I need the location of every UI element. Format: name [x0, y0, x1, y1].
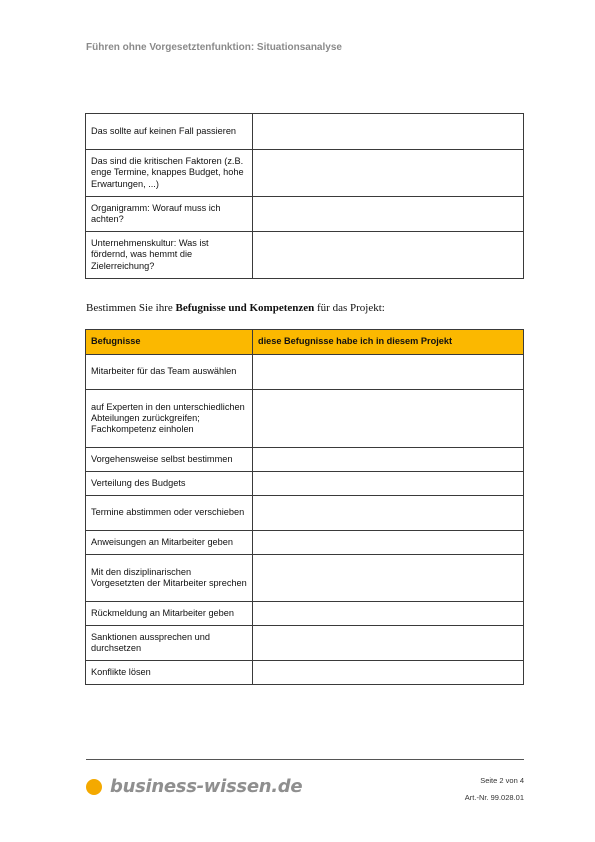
row-value-cell[interactable]: [253, 114, 524, 150]
row-label: Das sollte auf keinen Fall passieren: [86, 114, 253, 150]
row-value-cell[interactable]: [253, 355, 524, 390]
situation-table: [85, 113, 524, 279]
row-label: Termine abstimmen oder verschieben: [86, 496, 253, 531]
intro-bold: Befugnisse und Kompetenzen: [175, 302, 315, 314]
table-header-row: [86, 330, 524, 355]
row-label: Verteilung des Budgets: [86, 472, 253, 496]
brand-logo: [86, 776, 302, 797]
row-value-cell[interactable]: [253, 626, 524, 661]
footer-divider: [86, 759, 524, 760]
row-value-cell[interactable]: [253, 555, 524, 602]
table-row: [86, 114, 524, 150]
row-label: Mitarbeiter für das Team auswählen: [86, 355, 253, 390]
table-row: [86, 232, 524, 279]
authority-table: [85, 329, 524, 685]
table-row: [86, 197, 524, 232]
table-row: [86, 150, 524, 197]
row-label: Organigramm: Worauf muss ich achten?: [86, 197, 253, 232]
table-row: [86, 355, 524, 390]
row-value-cell[interactable]: [253, 390, 524, 448]
row-label: auf Experten in den unterschiedlichen Abteilungen zurückgreifen; Fachkompetenz einholen: [86, 390, 253, 448]
row-label: Rückmeldung an Mitarbeiter geben: [86, 602, 253, 626]
table-row: [86, 390, 524, 448]
page-number: Seite 2 von 4: [480, 776, 524, 785]
row-value-cell[interactable]: [253, 448, 524, 472]
table-row: [86, 555, 524, 602]
table-row: [86, 626, 524, 661]
row-value-cell[interactable]: [253, 531, 524, 555]
table-row: [86, 496, 524, 531]
row-value-cell[interactable]: [253, 496, 524, 531]
intro-before: Bestimmen Sie ihre: [86, 302, 176, 314]
intro-text: [86, 302, 385, 314]
row-value-cell[interactable]: [253, 472, 524, 496]
table-row: [86, 448, 524, 472]
page-info: [465, 772, 524, 806]
row-label: Vorgehensweise selbst bestimmen: [86, 448, 253, 472]
row-label: Anweisungen an Mitarbeiter geben: [86, 531, 253, 555]
logo-text: business-wissen.de: [110, 776, 303, 797]
article-number: Art.-Nr. 99.028.01: [464, 793, 524, 802]
row-value-cell[interactable]: [253, 602, 524, 626]
table-row: [86, 661, 524, 685]
document-header: Führen ohne Vorgesetztenfunktion: Situationsanalyse: [86, 42, 342, 53]
row-value-cell[interactable]: [253, 661, 524, 685]
row-value-cell[interactable]: [253, 232, 524, 279]
table-row: [86, 602, 524, 626]
row-label: Das sind die kritischen Faktoren (z.B. enge Termine, knappes Budget, hohe Erwartungen, ...): [86, 150, 253, 197]
column-header-befugnisse: Befugnisse: [86, 330, 253, 355]
table-row: [86, 472, 524, 496]
row-value-cell[interactable]: [253, 197, 524, 232]
table-row: [86, 531, 524, 555]
logo-dot-icon: [86, 779, 102, 795]
intro-after: für das Projekt:: [314, 302, 385, 314]
row-label: Sanktionen aussprechen und durchsetzen: [86, 626, 253, 661]
row-label: Konflikte lösen: [86, 661, 253, 685]
row-value-cell[interactable]: [253, 150, 524, 197]
row-label: Unternehmenskultur: Was ist fördernd, was hemmt die Zielerreichung?: [86, 232, 253, 279]
row-label: Mit den disziplinarischen Vorgesetzten der Mitarbeiter sprechen: [86, 555, 253, 602]
column-header-project: diese Befugnisse habe ich in diesem Projekt: [253, 330, 524, 355]
